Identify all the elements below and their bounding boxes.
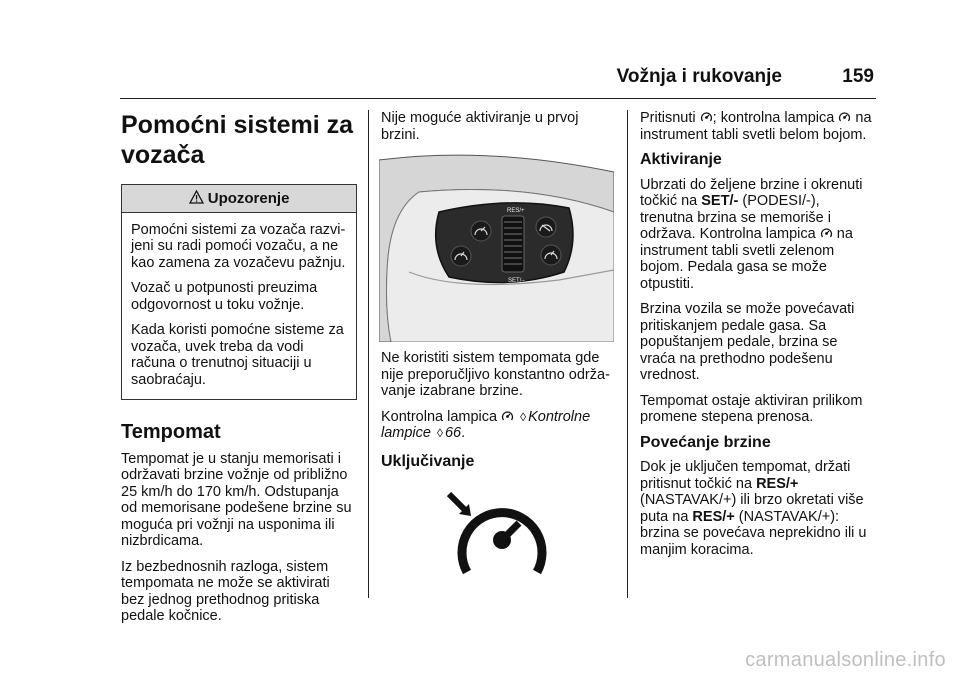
body-paragraph: Dok je uključen tempomat, držati pritisnut točkić na RES/+ (NASTAVAK/+) ili brzo okretati više puta na RES/+ (NASTAVAK/+): brzina se povećava neprekidno ili u manjim koracima. [640, 459, 867, 558]
body-paragraph: Nije moguće aktiviranje u prvoj brzini. [381, 110, 579, 143]
set-label: SET/– [508, 278, 525, 284]
watermark: carmanualsonline.info [745, 649, 946, 671]
section-title: Pomoćni sistemi za vozača [121, 111, 354, 169]
body-paragraph: Iz bezbednosnih razloga, sistem tempomata ne može se aktivirati bez jednog prethodnog pritiska pedale kočnice. [121, 558, 330, 624]
tempomat-heading: Tempomat [121, 421, 221, 443]
warning-paragraph: Vozač u potpunosti preuzima odgovornost u toku vožnje. [131, 280, 318, 313]
reference-icon: ◊ [520, 409, 527, 424]
column-middle [381, 110, 619, 578]
warning-title: Upozorenje [207, 190, 290, 207]
warning-paragraph: Pomoćni sistemi za vozača razvi-jeni su radi pomoći vozaču, a ne kao zamena za vozačevu pažnju. [131, 221, 346, 271]
cruise-control-icon [700, 111, 713, 123]
cruise-control-icon [838, 111, 851, 123]
page-number: 159 [842, 66, 874, 87]
ukljucivanje-heading: Uključivanje [381, 452, 475, 470]
page-reference[interactable]: 66 [444, 425, 462, 441]
body-paragraph: Ne koristiti sistem tempomata gde nije preporučljivo konstantno održa-vanje izabrane brzine. [381, 350, 610, 399]
running-header-title: Vožnja i rukovanje [616, 66, 782, 87]
aktiviranje-heading: Aktiviranje [640, 151, 722, 168]
steering-wheel-illustration [379, 152, 614, 342]
res-button-label: RES/+ [692, 508, 735, 525]
body-paragraph: Tempomat ostaje aktiviran prilikom promene stepena prenosa. [640, 392, 863, 425]
cross-reference-paragraph: Kontrolna lampica ◊ Kontrolne lampice ◊ 66. [381, 408, 591, 441]
warning-triangle-icon [189, 190, 208, 207]
column-right [640, 110, 876, 567]
body-paragraph: Ubrzati do željene brzine i okrenuti točkić na SET/- (PODESI/-), trenutna brzina se memoriše i održava. Kontrolna lampica na instrument tabli svetli zelenom bojom. Pedala gasa se može otpustiti. [640, 176, 863, 292]
reference-icon: ◊ [437, 426, 443, 440]
header-rule [120, 98, 876, 99]
warning-paragraph: Kada koristi pomoćne sisteme za vozača, uvek treba da vodi računa o trenutnoj situaciji u saobraćaju. [131, 322, 344, 388]
set-button-label: SET/- [701, 193, 739, 209]
res-button-label: RES/+ [756, 475, 799, 492]
cruise-control-icon [820, 227, 833, 239]
column-divider [627, 110, 628, 598]
body-paragraph: Pritisnuti ; kontrolna lampica na instrument tabli svetli belom bojom. [640, 110, 872, 143]
column-divider [368, 110, 369, 598]
column-left [121, 110, 357, 634]
cruise-control-icon [501, 410, 514, 422]
body-paragraph: Brzina vozila se može povećavati pritiskanjem pedale gasa. Sa popuštanjem pedale, brzina se vraća na prethodno podešenu vrednost. [640, 301, 855, 383]
cruise-control-button-icon [447, 492, 557, 578]
res-label: RES/+ [507, 208, 525, 214]
body-paragraph: Tempomat je u stanju memorisati i održavati brzine vožnje od približno 25 km/h do 170 km/h. Odstupanja od memorisane podešene brzine su moguća pri vožnji na usponima ili nizbrdicama. [121, 450, 352, 549]
povecanje-brzine-heading: Povećanje brzine [640, 433, 771, 451]
kontrolne-lampice-link[interactable]: Kontrolne lampice [381, 408, 591, 441]
warning-header [122, 185, 356, 213]
warning-box [121, 184, 357, 400]
